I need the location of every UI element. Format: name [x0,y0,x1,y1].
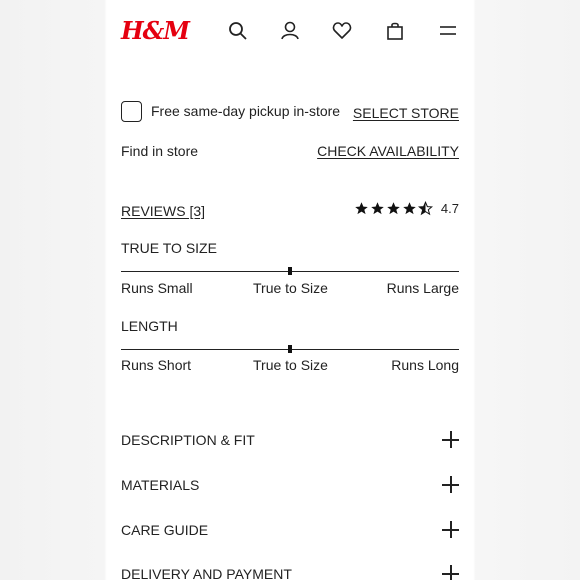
star-full-icon [386,201,401,216]
plus-icon[interactable] [442,521,459,538]
star-half-icon [418,201,433,216]
heart-icon[interactable] [331,20,353,42]
star-full-icon [402,201,417,216]
pickup-label: Free same-day pickup in-store [151,103,341,119]
select-store-link[interactable]: SELECT STORE [352,105,459,121]
scale-center-label: True to Size [253,280,328,296]
find-in-store-row [121,143,459,163]
scale-title: TRUE TO SIZE [121,240,217,256]
plus-icon[interactable] [442,565,459,580]
search-icon[interactable] [227,20,249,42]
accordion-description-fit[interactable] [121,429,459,453]
reviews-row [121,201,459,221]
plus-icon[interactable] [442,476,459,493]
accordion-care-guide[interactable] [121,519,459,543]
true-to-size-scale [121,240,459,300]
length-scale [121,318,459,378]
scale-marker [288,267,292,275]
scale-right-label: Runs Large [386,280,459,296]
product-page [107,0,473,580]
rating-stars [354,201,433,216]
scale-center-label: True to Size [253,357,328,373]
scale-marker [288,345,292,353]
plus-icon[interactable] [442,431,459,448]
scale-left-label: Runs Small [121,280,193,296]
pickup-checkbox[interactable] [121,101,142,122]
accordion-delivery-payment[interactable] [121,563,459,580]
rating-value: 4.7 [440,201,459,216]
accordion-label: DELIVERY AND PAYMENT [121,566,292,580]
brand-logo[interactable]: H&M [121,16,189,45]
reviews-link[interactable]: REVIEWS [3] [121,203,206,219]
menu-icon[interactable] [437,20,459,42]
accordion-label: MATERIALS [121,477,200,493]
bag-icon[interactable] [384,20,406,42]
pickup-row [121,101,459,123]
account-icon[interactable] [279,20,301,42]
accordion-label: DESCRIPTION & FIT [121,432,255,448]
scale-left-label: Runs Short [121,357,192,373]
find-in-store-label: Find in store [121,143,199,159]
accordion-materials[interactable] [121,474,459,498]
scale-title: LENGTH [121,318,178,334]
scale-right-label: Runs Long [391,357,459,373]
star-full-icon [370,201,385,216]
star-full-icon [354,201,369,216]
check-availability-link[interactable]: CHECK AVAILABILITY [317,143,459,159]
accordion-label: CARE GUIDE [121,522,209,538]
site-header [107,0,473,64]
